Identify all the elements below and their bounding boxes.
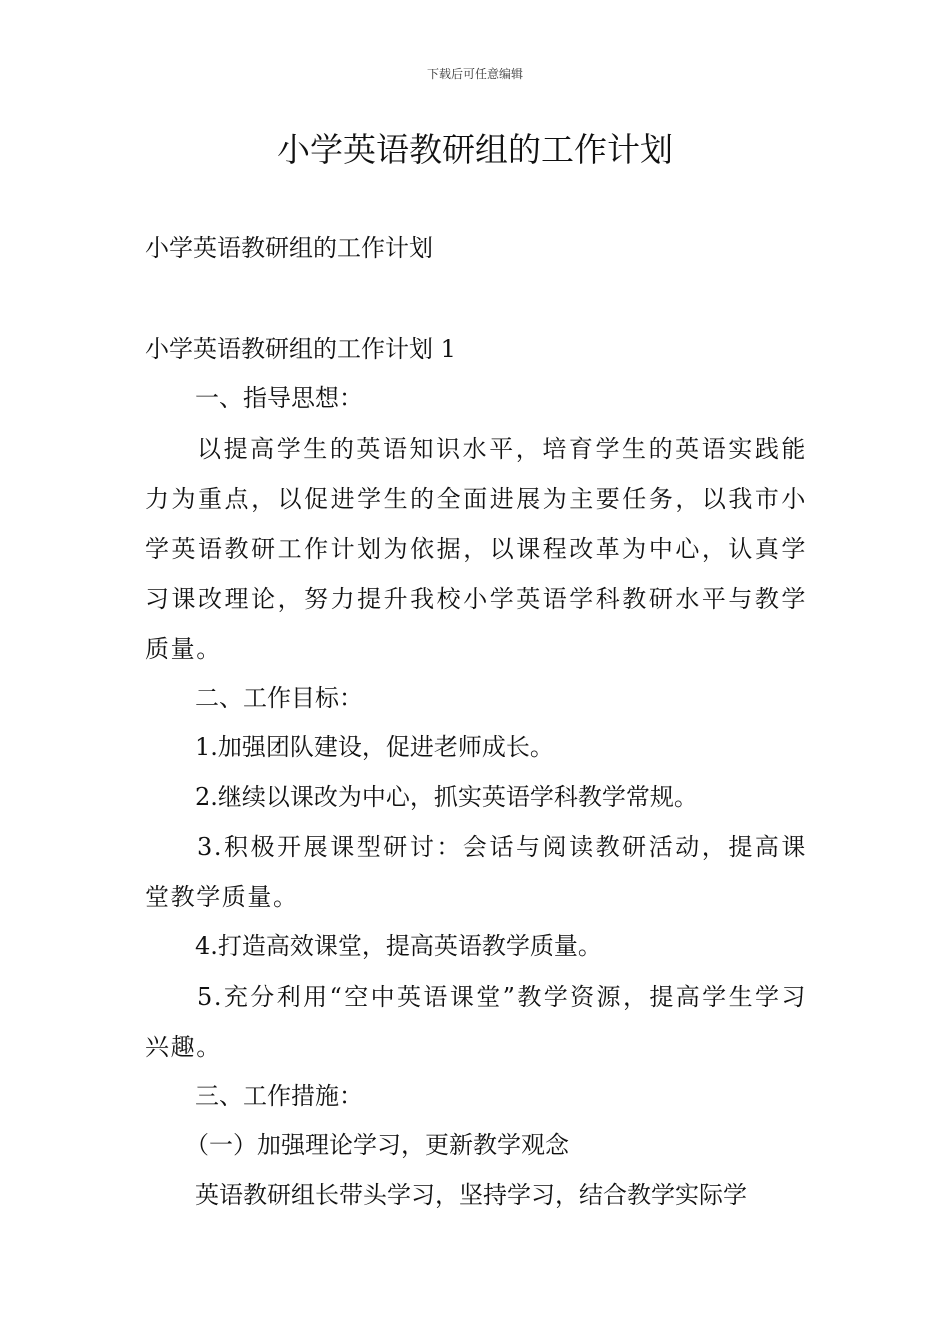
paragraph-theory-study: 英语教研组长带头学习，坚持学习，结合教学实际学 <box>195 1181 747 1209</box>
heading-guiding-ideology: 一、指导思想： <box>195 384 363 412</box>
goal-item-3: 3.积极开展课型研讨：会话与阅读教研活动，提高课堂教学质量。 <box>145 833 807 911</box>
goal-item-2: 2.继续以课改为中心，抓实英语学科教学常规。 <box>195 783 698 811</box>
section-title: 小学英语教研组的工作计划 1 <box>145 335 456 363</box>
document-title: 小学英语教研组的工作计划 <box>277 130 673 169</box>
sub-heading-theory-study: （一）加强理论学习，更新教学观念 <box>185 1131 569 1159</box>
heading-work-goals: 二、工作目标： <box>195 684 363 712</box>
document-subtitle: 小学英语教研组的工作计划 <box>145 234 433 262</box>
goal-item-1: 1.加强团队建设，促进老师成长。 <box>195 733 554 761</box>
goal-item-4: 4.打造高效课堂，提高英语教学质量。 <box>195 932 602 960</box>
paragraph-guiding-ideology: 以提高学生的英语知识水平，培育学生的英语实践能力为重点，以促进学生的全面进展为主要任务，以我市小学英语教研工作计划为依据，以课程改革为中心，认真学习课改理论，努力提升我校小学英语学科教研水平与教学质量。 <box>145 435 807 663</box>
heading-work-measures: 三、工作措施： <box>195 1082 363 1110</box>
header-note: 下载后可任意编辑 <box>426 67 523 81</box>
goal-item-5: 5.充分利用“空中英语课堂”教学资源，提高学生学习兴趣。 <box>145 983 807 1061</box>
